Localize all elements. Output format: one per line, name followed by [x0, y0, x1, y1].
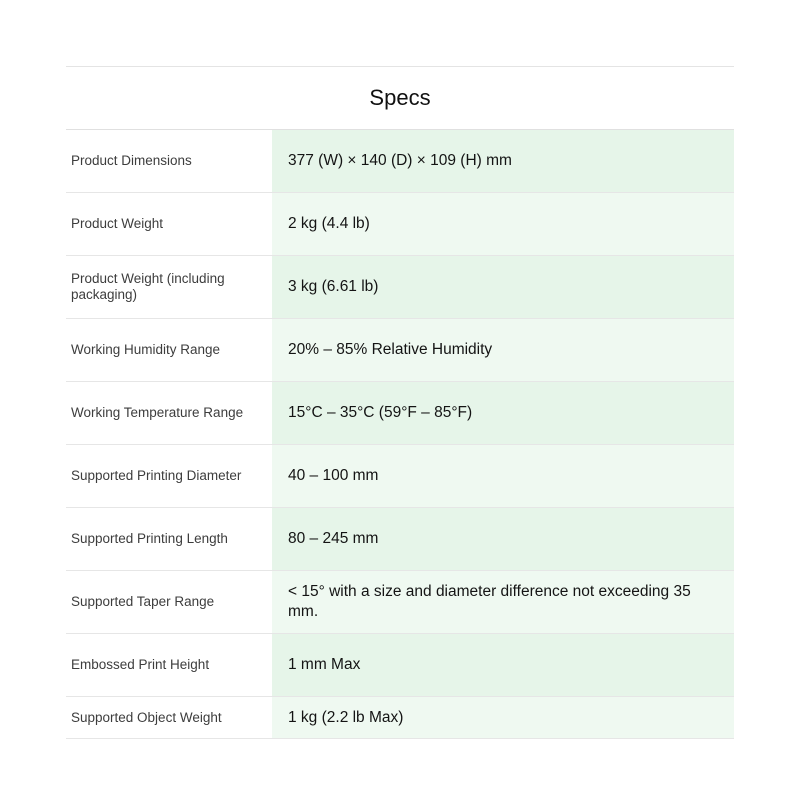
- spec-row-object-weight: [66, 697, 734, 739]
- specs-table: [66, 66, 734, 739]
- spec-row-printing-length: [66, 508, 734, 571]
- spec-label: Working Temperature Range: [66, 382, 272, 444]
- spec-value: 377 (W) × 140 (D) × 109 (H) mm: [272, 130, 734, 192]
- spec-value: 2 kg (4.4 lb): [272, 193, 734, 255]
- spec-value: 1 mm Max: [272, 634, 734, 696]
- spec-row-printing-diameter: [66, 445, 734, 508]
- spec-row-working-humidity: [66, 319, 734, 382]
- spec-row-product-weight: [66, 193, 734, 256]
- spec-value: 3 kg (6.61 lb): [272, 256, 734, 318]
- spec-value: 1 kg (2.2 lb Max): [272, 697, 734, 738]
- spec-row-product-weight-packaging: [66, 256, 734, 319]
- spec-value: 40 – 100 mm: [272, 445, 734, 507]
- spec-value: 20% – 85% Relative Humidity: [272, 319, 734, 381]
- spec-value: 80 – 245 mm: [272, 508, 734, 570]
- spec-label: Supported Printing Diameter: [66, 445, 272, 507]
- spec-label: Supported Taper Range: [66, 571, 272, 633]
- spec-value: 15°C – 35°C (59°F – 85°F): [272, 382, 734, 444]
- spec-label: Supported Object Weight: [66, 697, 272, 738]
- spec-row-working-temperature: [66, 382, 734, 445]
- spec-label: Product Dimensions: [66, 130, 272, 192]
- spec-row-embossed-height: [66, 634, 734, 697]
- spec-label: Embossed Print Height: [66, 634, 272, 696]
- spec-label: Product Weight: [66, 193, 272, 255]
- spec-label: Supported Printing Length: [66, 508, 272, 570]
- spec-row-taper-range: [66, 571, 734, 634]
- spec-row-product-dimensions: [66, 130, 734, 193]
- specs-title: Specs: [66, 67, 734, 130]
- spec-value: < 15° with a size and diameter difference not exceeding 35 mm.: [272, 571, 734, 633]
- spec-label: Product Weight (including packaging): [66, 256, 272, 318]
- spec-label: Working Humidity Range: [66, 319, 272, 381]
